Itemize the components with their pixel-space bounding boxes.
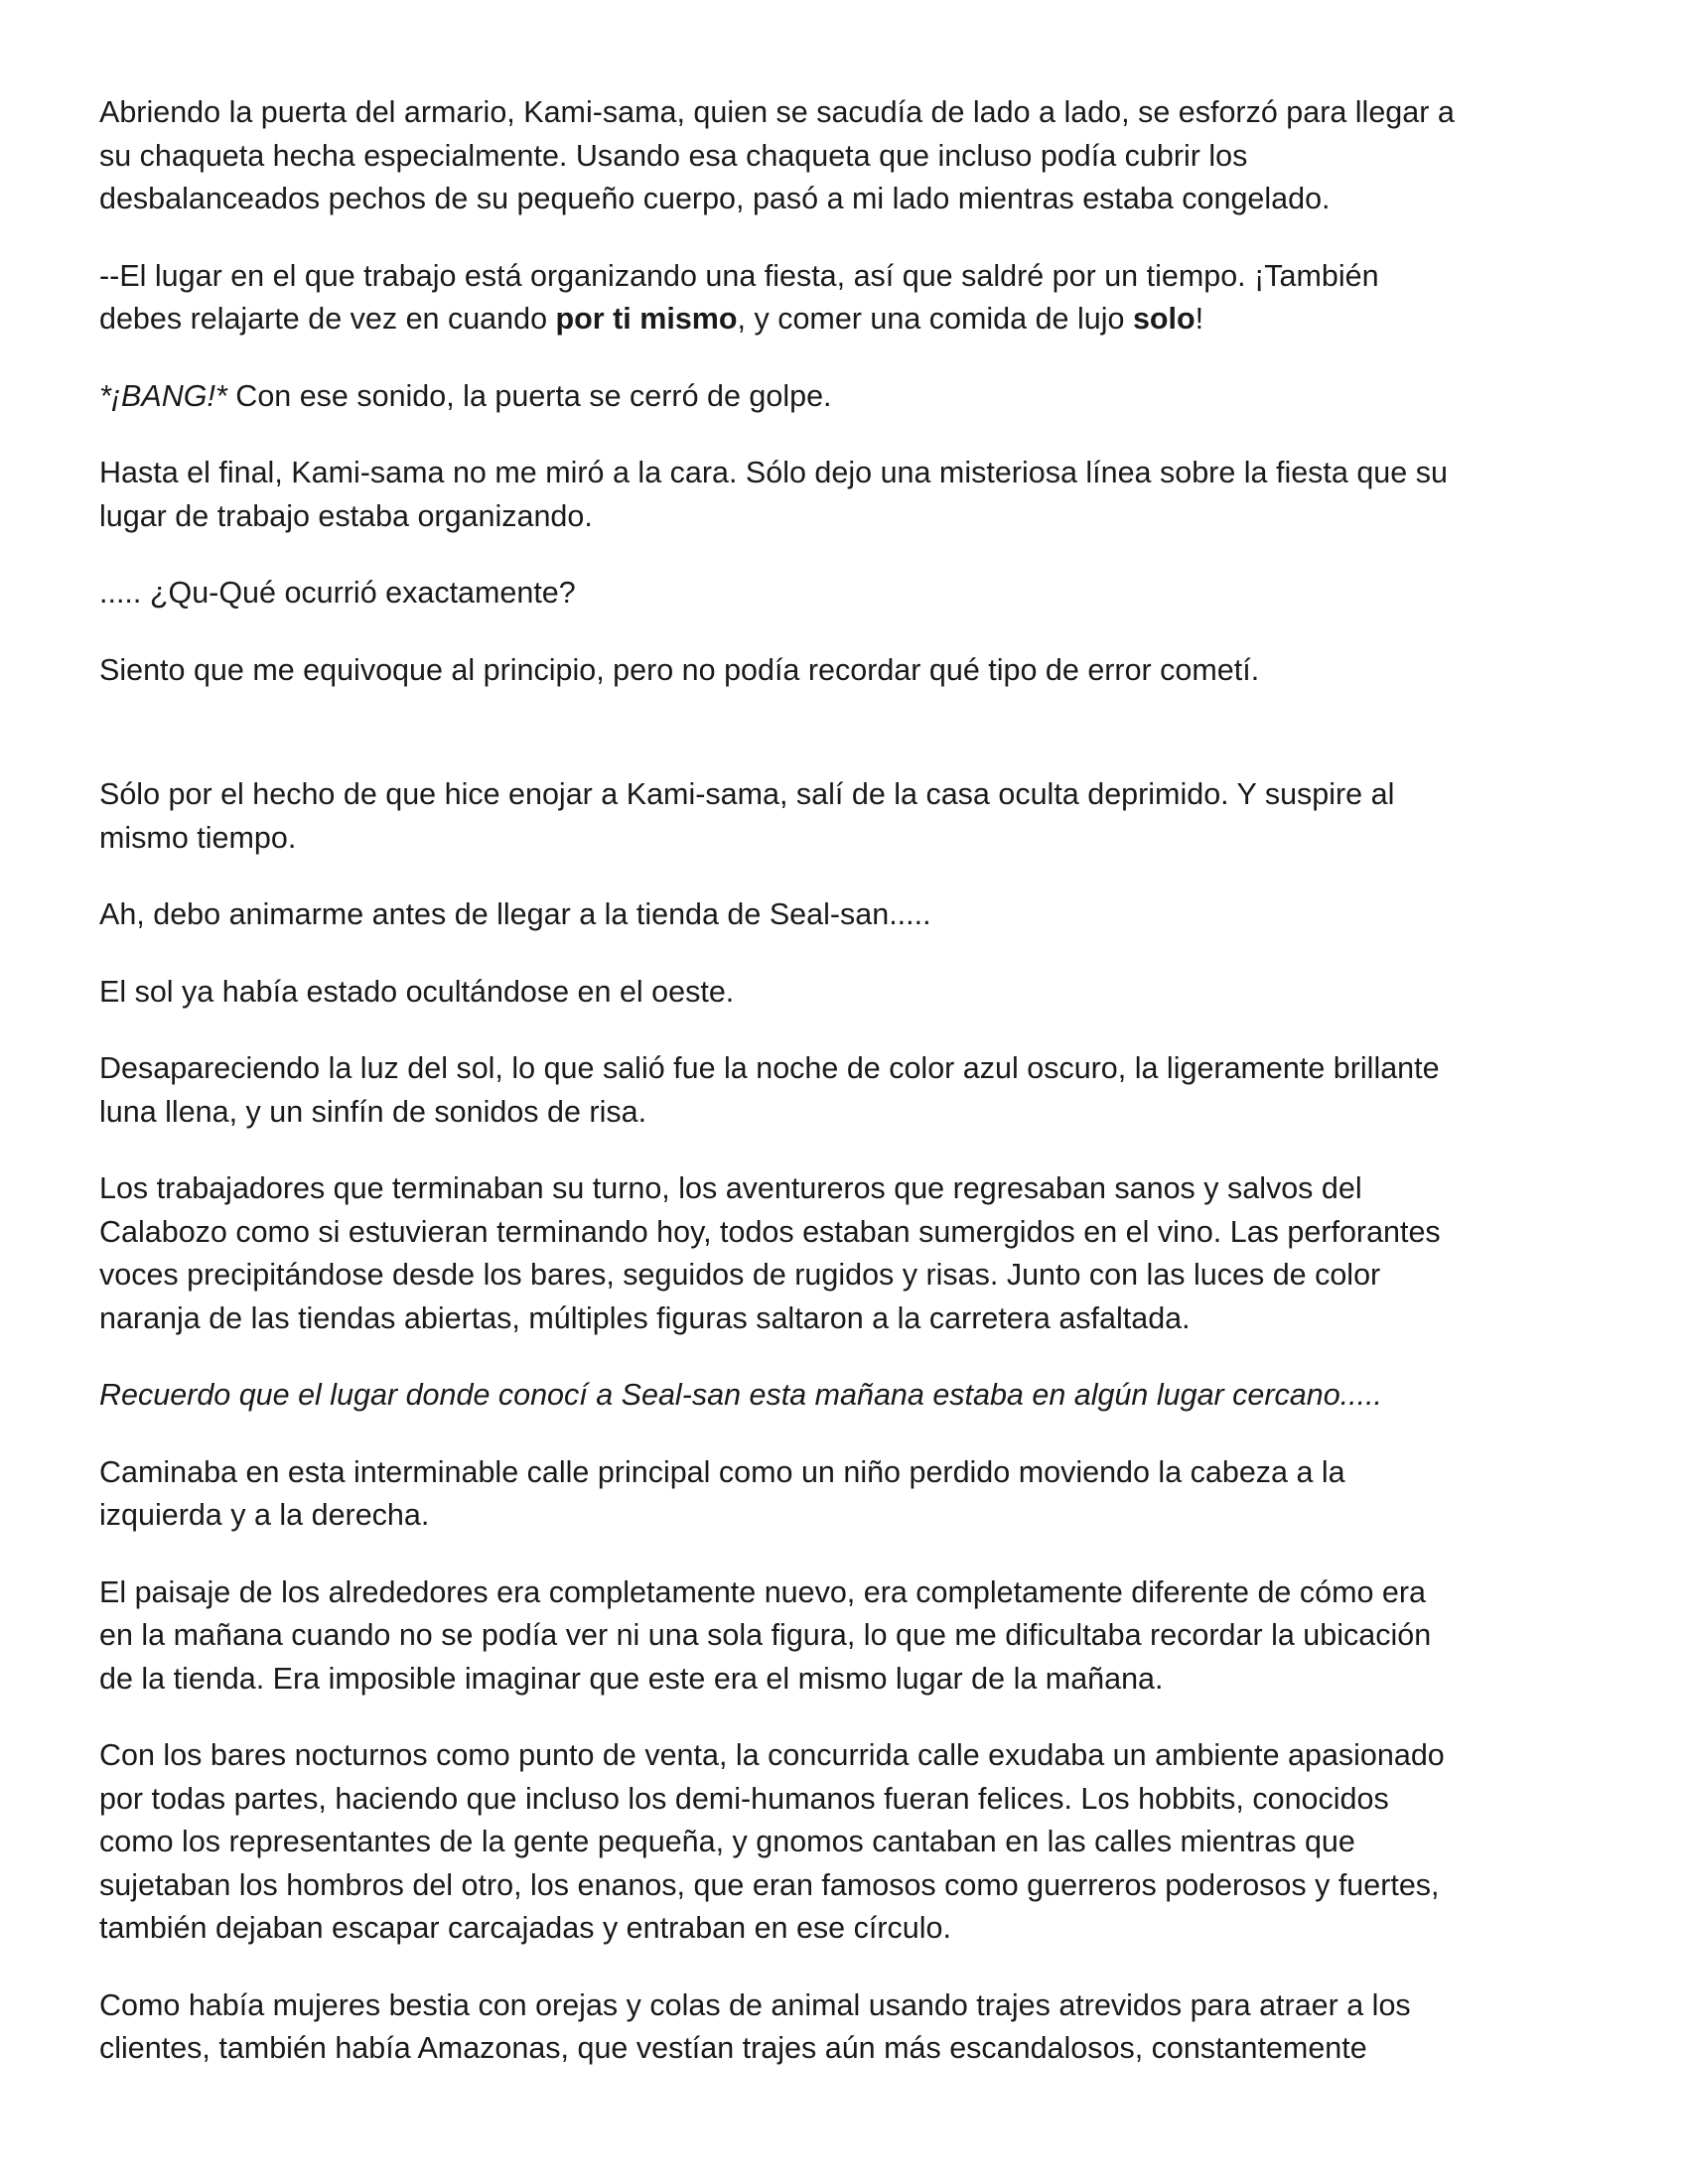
paragraph-7 [99, 773, 1589, 860]
text-line: clientes, también había Amazonas, que vestían trajes aún más escandalosos, constantemente [99, 2031, 1367, 2065]
text-line: izquierda y a la derecha. [99, 1498, 430, 1532]
text-line: naranja de las tiendas abiertas, múltiples figuras saltaron a la carretera asfaltada. [99, 1300, 1191, 1335]
paragraph-3 [99, 375, 1589, 419]
paragraph-10 [99, 1047, 1589, 1134]
paragraph-4 [99, 452, 1589, 538]
text-line: lugar de trabajo estaba organizando. [99, 498, 593, 533]
bold-text: solo [1132, 302, 1196, 336]
document-page [99, 91, 1589, 2105]
text-line: en la mañana cuando no se podía ver ni una sola figura, lo que me dificultaba recordar la ubicación [99, 1618, 1432, 1652]
text-line: luna llena, y un sinfín de sonidos de risa. [99, 1094, 647, 1129]
paragraph-6 [99, 649, 1589, 693]
text-line: --El lugar en el que trabajo está organizando una fiesta, así que saldré por un tiempo. ¡También [99, 258, 1379, 293]
italic-text: Recuerdo que el lugar donde conocí a Seal-san esta mañana estaba en algún lugar cercano..... [99, 1378, 1383, 1412]
text-line: Caminaba en esta interminable calle principal como un niño perdido moviendo la cabeza a la [99, 1454, 1345, 1489]
paragraph-16 [99, 1984, 1589, 2071]
paragraph-15 [99, 1734, 1589, 1951]
paragraph-14 [99, 1571, 1589, 1702]
text-line: voces precipitándose desde los bares, seguidos de rugidos y risas. Junto con las luces de color [99, 1258, 1381, 1292]
text-line: Hasta el final, Kami-sama no me miró a la cara. Sólo dejo una misteriosa línea sobre la fiesta que su [99, 456, 1448, 489]
text-line: El sol ya había estado ocultándose en el oeste. [99, 974, 735, 1009]
text-span: ! [1195, 302, 1204, 336]
text-line: su chaqueta hecha especialmente. Usando esa chaqueta que incluso podía cubrir los [99, 138, 1248, 173]
text-span: debes relajarte de vez en cuando [99, 302, 556, 336]
paragraph-2 [99, 255, 1589, 341]
text-line: Como había mujeres bestia con orejas y colas de animal usando trajes atrevidos para atraer a los [99, 1987, 1411, 2022]
paragraph-1 [99, 91, 1589, 221]
text-line: ..... ¿Qu-Qué ocurrió exactamente? [99, 576, 576, 610]
text-line: Abriendo la puerta del armario, Kami-sama, quien se sacudía de lado a lado, se esforzó para llegar a [99, 95, 1455, 129]
text-line: Calabozo como si estuvieran terminando hoy, todos estaban sumergidos en el vino. Las perforantes [99, 1214, 1441, 1249]
text-line: Sólo por el hecho de que hice enojar a Kami-sama, salí de la casa oculta deprimido. Y suspire al [99, 777, 1395, 811]
text-line: desbalanceados pechos de su pequeño cuerpo, pasó a mi lado mientras estaba congelado. [99, 182, 1331, 215]
text-span: Con ese sonido, la puerta se cerró de golpe. [226, 378, 832, 413]
text-line: Desapareciendo la luz del sol, lo que salió fue la noche de color azul oscuro, la ligeramente brillante [99, 1051, 1440, 1085]
text-line: mismo tiempo. [99, 820, 297, 855]
text-line: de la tienda. Era imposible imaginar que este era el mismo lugar de la mañana. [99, 1661, 1164, 1696]
paragraph-13 [99, 1451, 1589, 1538]
text-line: también dejaban escapar carcajadas y entraban en ese círculo. [99, 1911, 951, 1945]
paragraph-8 [99, 893, 1589, 937]
text-line: como los representantes de la gente pequeña, y gnomos cantaban en las calles mientras que [99, 1825, 1355, 1858]
text-line: Ah, debo animarme antes de llegar a la tienda de Seal-san..... [99, 897, 931, 931]
text-line: Con los bares nocturnos como punto de venta, la concurrida calle exudaba un ambiente apasionado [99, 1738, 1445, 1772]
text-line: sujetaban los hombros del otro, los enanos, que eran famosos como guerreros poderosos y fuertes, [99, 1867, 1440, 1902]
text-line: El paisaje de los alrededores era completamente nuevo, era completamente diferente de cómo era [99, 1574, 1426, 1609]
paragraph-12 [99, 1374, 1589, 1418]
paragraph-11 [99, 1167, 1589, 1340]
text-line: Los trabajadores que terminaban su turno, los aventureros que regresaban sanos y salvos del [99, 1171, 1362, 1205]
text-line: por todas partes, haciendo que incluso los demi-humanos fueran felices. Los hobbits, conocidos [99, 1781, 1389, 1816]
text-span: , y comer una comida de lujo [737, 302, 1133, 336]
bold-text: por ti mismo [555, 302, 738, 336]
italic-text: *¡BANG!* [99, 378, 227, 413]
text-line: Siento que me equivoque al principio, pero no podía recordar qué tipo de error cometí. [99, 652, 1260, 687]
paragraph-9 [99, 971, 1589, 1015]
paragraph-5 [99, 572, 1589, 615]
